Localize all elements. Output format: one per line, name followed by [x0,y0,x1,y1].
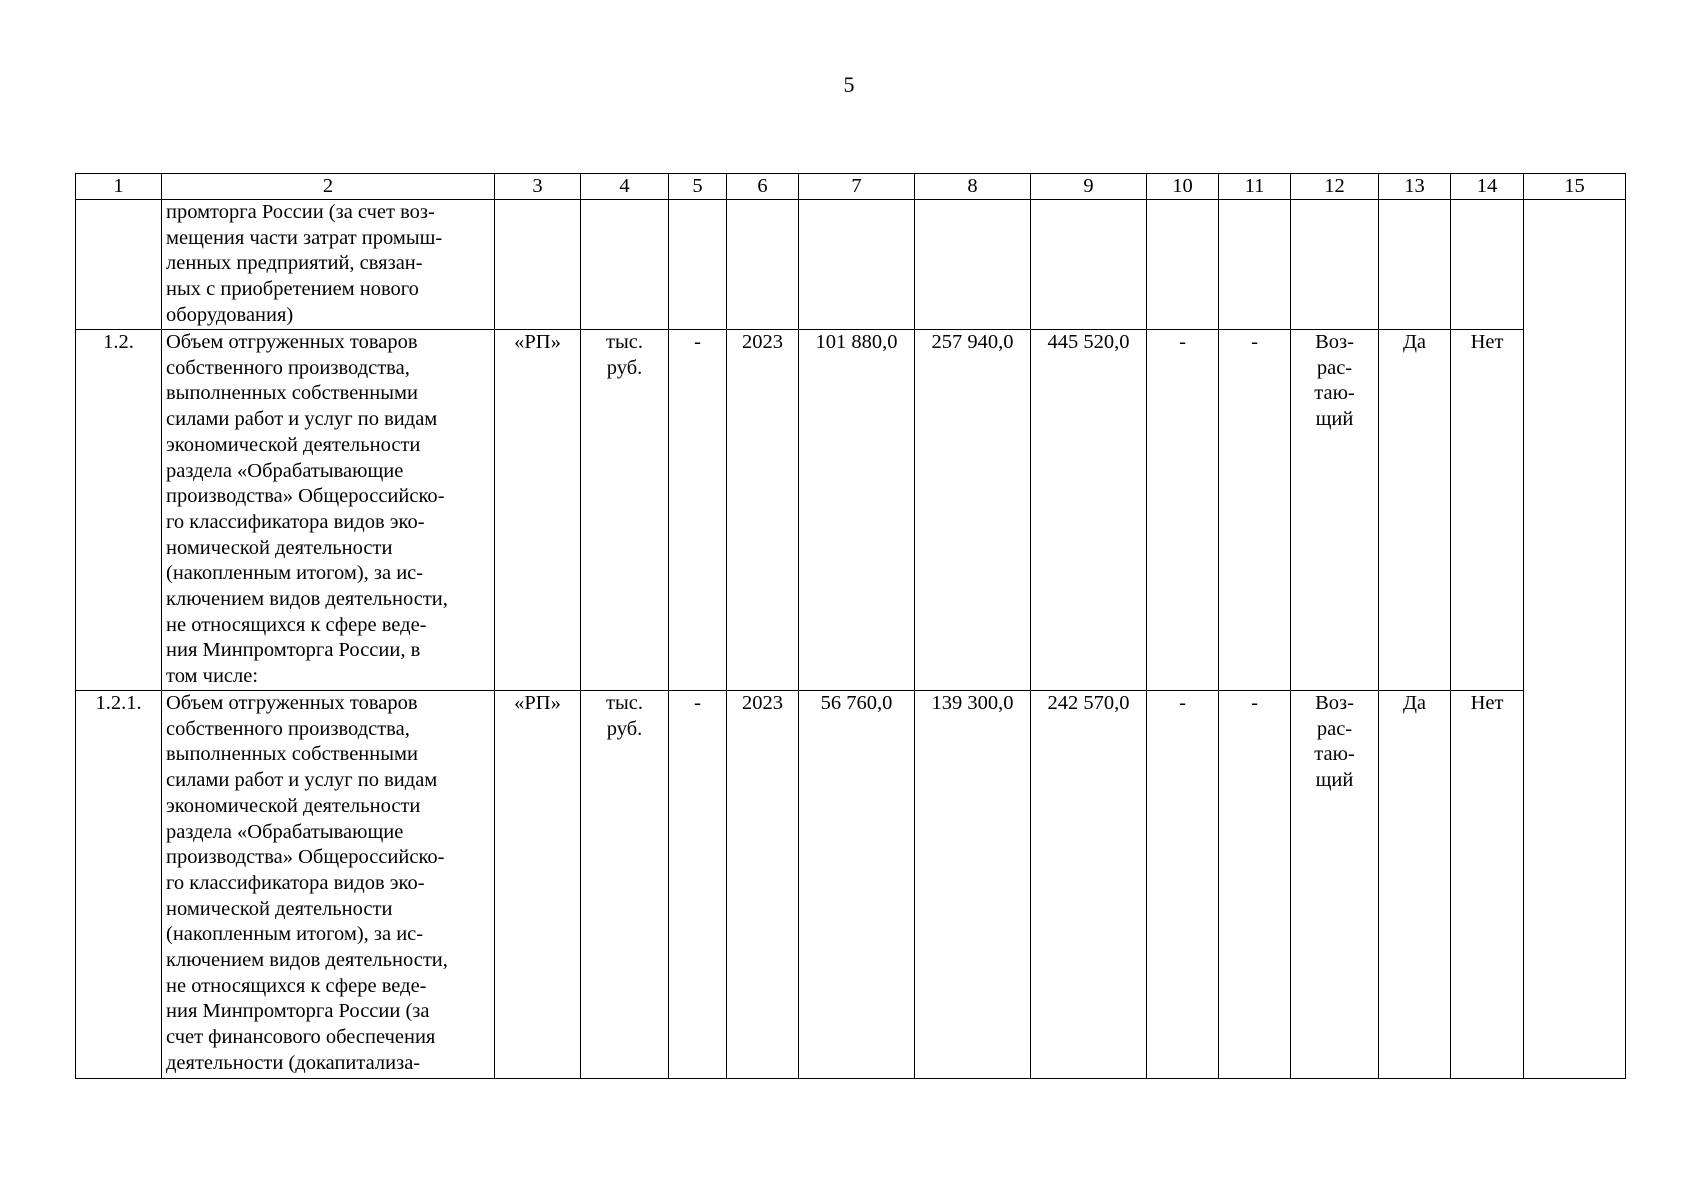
text-line: промторга России (за счет воз- [166,201,435,223]
text-line: том числе: [166,665,259,688]
text-line: мещения части затрат промыш- [166,226,443,249]
trend-cell [1291,330,1379,691]
indicator-description [162,330,495,691]
cell [1031,200,1147,330]
text-line: силами работ и услуг по видам [166,769,438,792]
page-number: 5 [843,72,855,97]
col-header: 7 [799,174,915,200]
cell [581,200,669,330]
text-line: силами работ и услуг по видам [166,408,438,431]
text-line: ленных предприятий, связан- [166,252,423,275]
value-cell: 242 570,0 [1031,691,1147,1079]
row-number: 1.2.1. [76,691,162,1079]
text-line: щий [1315,408,1354,431]
column-number-row [76,174,1626,200]
value-cell: 101 880,0 [799,330,915,691]
cell [915,200,1031,330]
cell: - [1147,330,1219,691]
text-line: раздела «Обрабатывающие [166,820,404,843]
cell [669,200,727,330]
text-line: ных с приобретением нового [166,278,419,301]
col-header: 3 [495,174,581,200]
unit-cell [581,691,669,1079]
col-header: 10 [1147,174,1219,200]
text-line: (накопленным итогом), за ис- [166,923,424,946]
text-line: тыс. [606,331,643,353]
text-line: производства» Общероссийско- [166,485,445,508]
row-number [76,200,162,330]
col-header: 2 [162,174,495,200]
cell: Нет [1451,330,1524,691]
text-line: производства» Общероссийско- [166,846,445,869]
text-line: ключением видов деятельности, [166,949,448,972]
text-line: рас- [1316,717,1353,740]
cell [727,200,799,330]
value-cell: 139 300,0 [915,691,1031,1079]
column-15-cell [1524,200,1626,1079]
cell: - [669,691,727,1079]
text-line: таю- [1314,382,1355,405]
table-row [76,200,1626,330]
text-line: собственного производства, [166,356,410,379]
source-cell: «РП» [495,330,581,691]
col-header: 11 [1219,174,1291,200]
text-line: ключением видов деятельности, [166,588,448,611]
col-header: 15 [1524,174,1626,200]
cell [495,200,581,330]
text-line: руб. [606,356,643,379]
text-line: (накопленным итогом), за ис- [166,562,424,585]
text-line: ния Минпромторга России, в [166,639,421,662]
cell: - [1219,330,1291,691]
value-cell: 257 940,0 [915,330,1031,691]
col-header: 5 [669,174,727,200]
text-line: Воз- [1315,331,1354,353]
text-line: руб. [606,717,643,740]
text-line: ния Минпромторга России (за [166,1000,430,1023]
col-header: 13 [1379,174,1451,200]
col-header: 6 [727,174,799,200]
indicator-description [162,691,495,1079]
cell [1291,200,1379,330]
col-header: 9 [1031,174,1147,200]
cell [1219,200,1291,330]
col-header: 12 [1291,174,1379,200]
text-line: не относящихся к сфере веде- [166,974,427,997]
col-header: 4 [581,174,669,200]
text-line: счет финансового обеспечения [166,1026,436,1049]
text-line: Воз- [1315,692,1354,714]
value-cell: 56 760,0 [799,691,915,1079]
cell [799,200,915,330]
cell: Да [1379,691,1451,1079]
col-header: 14 [1451,174,1524,200]
indicator-table [75,173,1626,1079]
text-line: Объем отгруженных товаров [166,331,418,353]
value-cell: 445 520,0 [1031,330,1147,691]
text-line: раздела «Обрабатывающие [166,459,404,482]
year-cell: 2023 [727,691,799,1079]
cell: Нет [1451,691,1524,1079]
cell: - [669,330,727,691]
text-line: Объем отгруженных товаров [166,692,418,714]
text-line: го классификатора видов эко- [166,871,425,894]
text-line: деятельности (докапитализа- [166,1051,421,1074]
table-row [76,330,1626,691]
cell [1379,200,1451,330]
trend-cell [1291,691,1379,1079]
text-line: выполненных собственными [166,743,418,766]
text-line: рас- [1316,356,1353,379]
text-line: собственного производства, [166,717,410,740]
col-header: 1 [76,174,162,200]
text-line: го классификатора видов эко- [166,510,425,533]
col-header: 8 [915,174,1031,200]
text-line: экономической деятельности [166,433,421,456]
cell [1147,200,1219,330]
text-line: номической деятельности [166,897,393,920]
table-row [76,691,1626,1079]
text-line: оборудования) [166,303,294,326]
text-line: выполненных собственными [166,382,418,405]
cell: Да [1379,330,1451,691]
cell: - [1147,691,1219,1079]
text-line: номической деятельности [166,536,393,559]
text-line: не относящихся к сфере веде- [166,613,427,636]
row-number: 1.2. [76,330,162,691]
cell [1451,200,1524,330]
text-line: таю- [1314,743,1355,766]
text-line: экономической деятельности [166,794,421,817]
text-line: тыс. [606,692,643,714]
source-cell: «РП» [495,691,581,1079]
cell: - [1219,691,1291,1079]
unit-cell [581,330,669,691]
text-line: щий [1315,769,1354,792]
indicator-description [162,200,495,330]
year-cell: 2023 [727,330,799,691]
